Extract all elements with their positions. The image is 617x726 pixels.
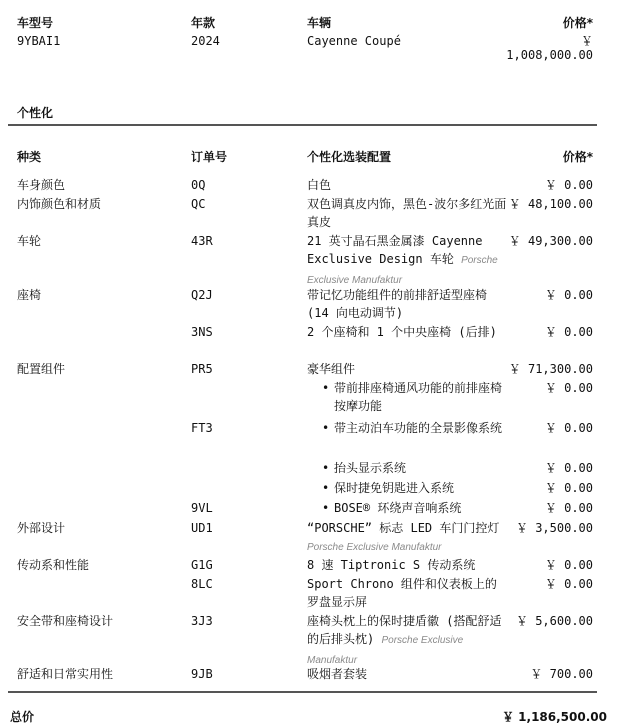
option-price: ￥ 0.00 (544, 577, 593, 591)
order-code: 3NS (191, 325, 213, 339)
option-price: ￥ 49,300.00 (508, 234, 593, 248)
option-description: 带记忆功能组件的前排舒适型座椅 (14 向电动调节) (307, 288, 488, 320)
option-price: ￥ 0.00 (544, 501, 593, 515)
option-description: 吸烟者套装 (307, 667, 368, 681)
total-divider (8, 691, 597, 693)
col-config: 个性化选装配置 (307, 150, 392, 164)
option-description: 座椅头枕上的保时捷盾徽 (搭配舒适的后排头枕) Porsche Exclusive Manufaktur (307, 614, 502, 666)
package-item: • 保时捷免钥匙进入系统 (322, 481, 455, 495)
order-code: QC (191, 197, 206, 211)
manufaktur-note: Porsche Exclusive Manufaktur (307, 635, 464, 666)
category-label: 安全带和座椅设计 (17, 614, 114, 628)
bullet: • (322, 501, 330, 515)
option-price: ￥ 71,300.00 (508, 362, 593, 376)
category-label: 传动系和性能 (17, 558, 90, 572)
option-description: 白色 (307, 178, 332, 192)
model-code: 9YBAI1 (17, 34, 61, 48)
option-price: ￥ 0.00 (544, 481, 593, 495)
order-code: 3J3 (191, 614, 213, 628)
header-price: 价格* (562, 16, 593, 30)
category-label: 舒适和日常实用性 (17, 667, 114, 681)
model-year: 2024 (191, 34, 220, 48)
option-price: ￥ 5,600.00 (515, 614, 593, 628)
vehicle-name: Cayenne Coupé (307, 34, 401, 48)
manufaktur-note: Porsche Exclusive Manufaktur (307, 542, 442, 553)
order-code: 43R (191, 234, 213, 248)
option-price: ￥ 0.00 (544, 461, 593, 475)
col-category: 种类 (17, 150, 42, 164)
header-vehicle: 车辆 (307, 16, 332, 30)
option-price: ￥ 700.00 (530, 667, 593, 681)
order-code: FT3 (191, 421, 213, 435)
bullet: • (322, 481, 330, 495)
section-title: 个性化 (17, 106, 54, 120)
option-price: ￥ 3,500.00 (515, 521, 593, 535)
order-code: Q2J (191, 288, 213, 302)
category-label: 内饰颜色和材质 (17, 197, 102, 211)
header-model-code: 车型号 (17, 16, 54, 30)
package-item: • 带主动泊车功能的全景影像系统 (322, 421, 503, 435)
option-description: 豪华组件 (307, 362, 356, 376)
option-description: Sport Chrono 组件和仪表板上的罗盘显示屏 (307, 577, 497, 609)
category-label: 车身颜色 (17, 178, 66, 192)
base-price: 1,008,000.00 (506, 48, 593, 62)
option-price: ￥ 0.00 (544, 325, 593, 339)
package-item: • 抬头显示系统 (322, 461, 407, 475)
option-price: ￥ 48,100.00 (508, 197, 593, 211)
option-description: “PORSCHE” 标志 LED 车门门控灯 Porsche Exclusive Manufaktur (307, 521, 500, 553)
category-label: 配置组件 (17, 362, 66, 376)
col-price: 价格* (562, 150, 593, 164)
option-description: 双色调真皮内饰，黑色-波尔多红光面真皮 (307, 197, 507, 229)
order-code: PR5 (191, 362, 213, 376)
total-price: ￥ 1,186,500.00 (501, 710, 607, 724)
col-order-no: 订单号 (191, 150, 228, 164)
bullet: • (322, 381, 330, 395)
option-description: 8 速 Tiptronic S 传动系统 (307, 558, 476, 572)
order-code: UD1 (191, 521, 213, 535)
bullet: • (322, 421, 330, 435)
option-price: ￥ 0.00 (544, 558, 593, 572)
section-divider (8, 124, 597, 126)
option-description: 2 个座椅和 1 个中央座椅 (后排) (307, 325, 497, 339)
manufaktur-note: Porsche Exclusive Manufaktur (307, 255, 498, 286)
order-code: 8LC (191, 577, 213, 591)
package-item: • 带前排座椅通风功能的前排座椅按摩功能 (322, 381, 503, 413)
option-price: ￥ 0.00 (544, 178, 593, 192)
category-label: 车轮 (17, 234, 42, 248)
option-price: ￥ 0.00 (544, 288, 593, 302)
bullet: • (322, 461, 330, 475)
header-model-year: 年款 (191, 16, 216, 30)
order-code: 0Q (191, 178, 206, 192)
order-code: G1G (191, 558, 213, 572)
base-price-currency: ￥ (580, 34, 593, 48)
category-label: 外部设计 (17, 521, 66, 535)
category-label: 座椅 (17, 288, 42, 302)
option-price: ￥ 0.00 (544, 381, 593, 395)
order-code: 9JB (191, 667, 213, 681)
option-price: ￥ 0.00 (544, 421, 593, 435)
option-description: 21 英寸晶石黑金属漆 Cayenne Exclusive Design 车轮 Porsche Exclusive Manufaktur (307, 234, 498, 286)
package-item: • BOSE® 环绕声音响系统 (322, 501, 462, 515)
order-code: 9VL (191, 501, 213, 515)
total-label: 总价 (10, 710, 35, 724)
